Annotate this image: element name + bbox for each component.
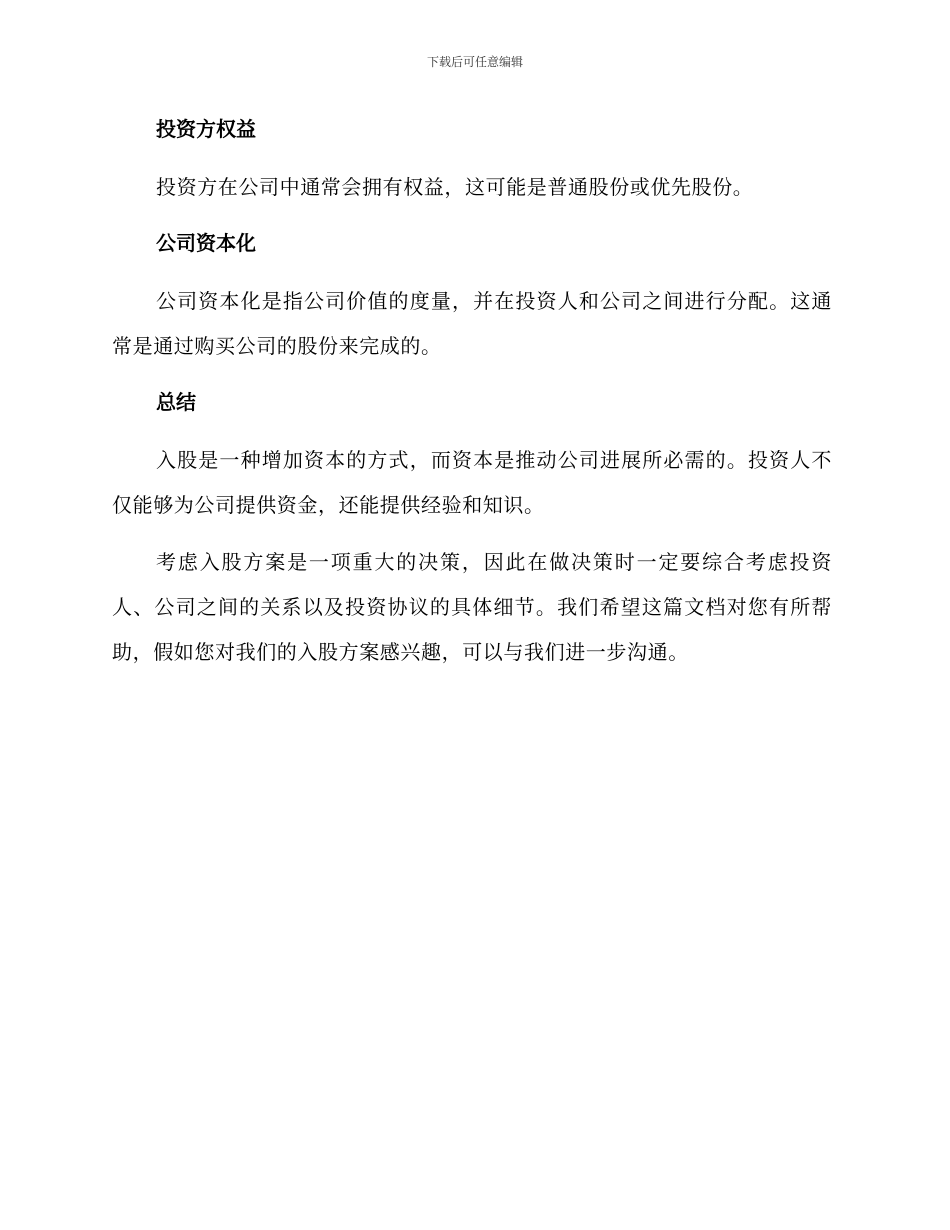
document-body <box>112 108 832 687</box>
page-header: 下载后可任意编辑 <box>426 55 523 69</box>
section-heading-investor-rights: 投资方权益 <box>156 117 256 141</box>
paragraph-capitalization: 公司资本化是指公司价值的度量，并在投资人和公司之间进行分配。这通常是通过购买公司的股份来完成的。 <box>112 289 832 358</box>
paragraph-summary-2: 考虑入股方案是一项重大的决策，因此在做决策时一定要综合考虑投资人、公司之间的关系以及投资协议的具体细节。我们希望这篇文档对您有所帮助，假如您对我们的入股方案感兴趣，可以与我们进一步沟通。 <box>112 550 832 664</box>
section-heading-summary: 总结 <box>156 390 196 414</box>
paragraph-summary-1: 入股是一种增加资本的方式，而资本是推动公司进展所必需的。投资人不仅能够为公司提供资金，还能提供经验和知识。 <box>112 448 832 517</box>
paragraph-investor-rights: 投资方在公司中通常会拥有权益，这可能是普通股份或优先股份。 <box>156 175 754 199</box>
section-heading-capitalization: 公司资本化 <box>156 231 256 255</box>
